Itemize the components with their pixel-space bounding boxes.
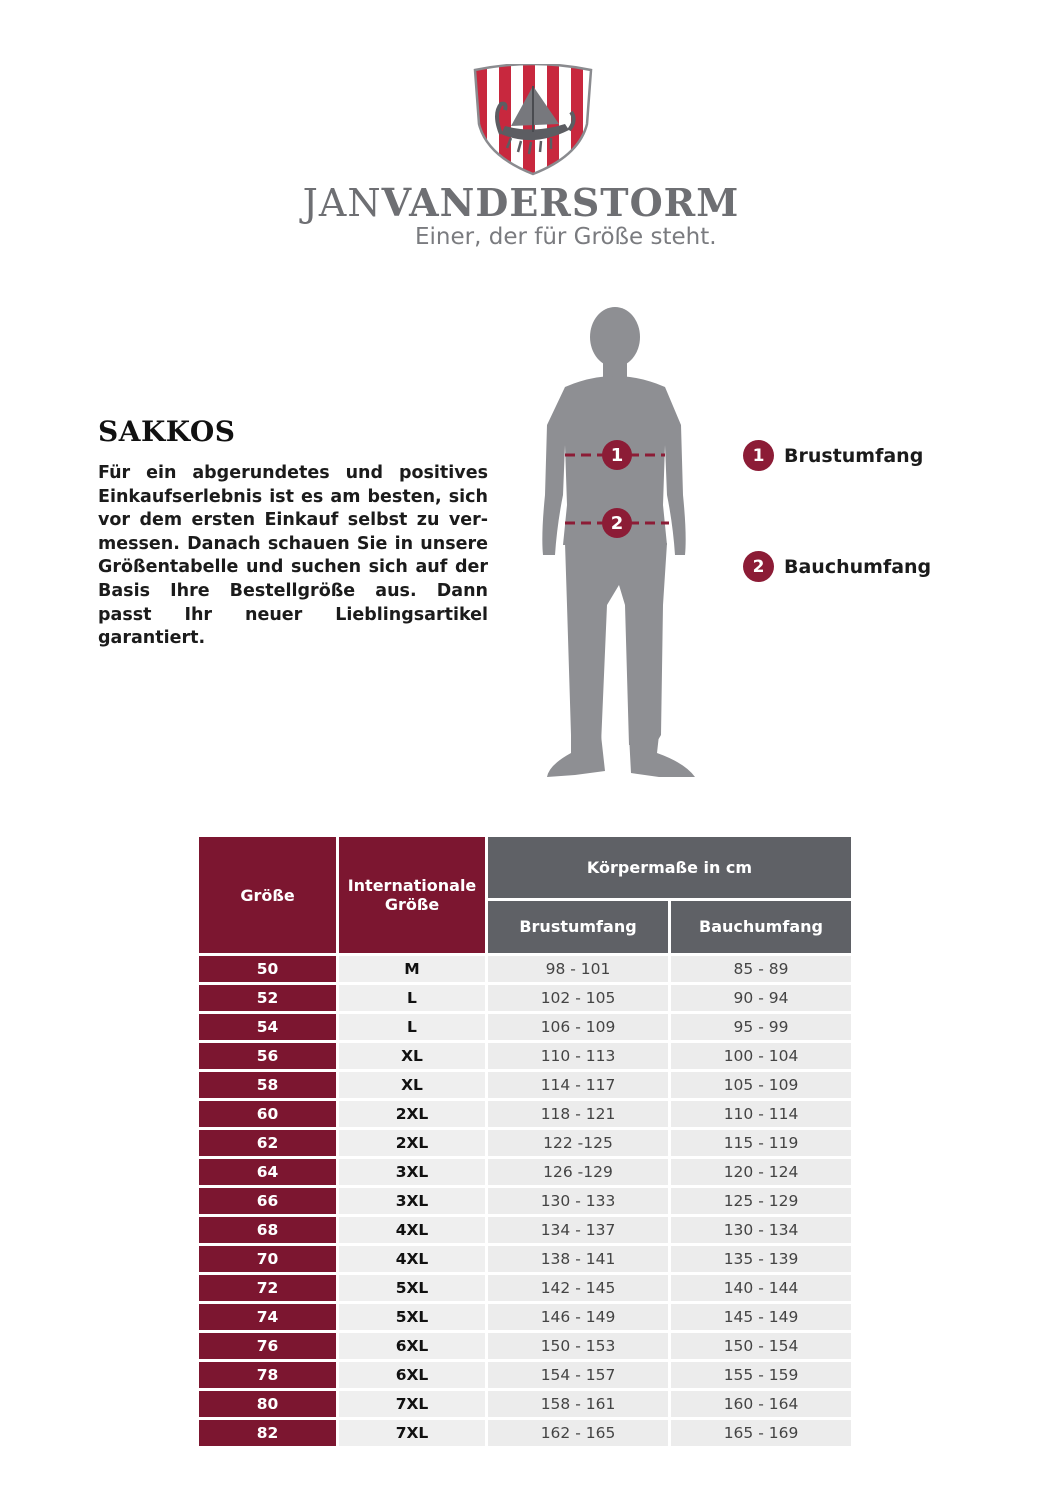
cell-international-size: XL xyxy=(339,1072,485,1098)
cell-chest: 142 - 145 xyxy=(488,1275,668,1301)
header-international-size: Internationale Größe xyxy=(339,837,485,953)
cell-size: 74 xyxy=(199,1304,336,1330)
table-row xyxy=(199,1275,851,1301)
cell-size: 52 xyxy=(199,985,336,1011)
table-row xyxy=(199,1130,851,1156)
cell-size: 54 xyxy=(199,1014,336,1040)
cell-belly: 160 - 164 xyxy=(671,1391,851,1417)
cell-international-size: 7XL xyxy=(339,1391,485,1417)
cell-chest: 130 - 133 xyxy=(488,1188,668,1214)
size-table xyxy=(196,834,854,1449)
table-row xyxy=(199,1333,851,1359)
table-row xyxy=(199,985,851,1011)
cell-belly: 135 - 139 xyxy=(671,1246,851,1272)
legend-item-chest xyxy=(743,440,923,471)
cell-international-size: 6XL xyxy=(339,1333,485,1359)
cell-size: 80 xyxy=(199,1391,336,1417)
cell-international-size: 2XL xyxy=(339,1130,485,1156)
cell-chest: 126 -129 xyxy=(488,1159,668,1185)
cell-international-size: 4XL xyxy=(339,1217,485,1243)
header-body-measurements: Körpermaße in cm xyxy=(488,837,851,898)
cell-chest: 146 - 149 xyxy=(488,1304,668,1330)
intro-text: Für ein abgerundetes und positives Einkaufserlebnis ist es am besten, sich vor dem ersten Einkauf selbst zu ver-messen. Danach schauen Sie in unsere Größentabelle und suchen sich auf der Basis Ihre Bestellgröße aus. Dann passt Ihr neuer Lieblingsartikel garantiert. xyxy=(98,463,488,649)
cell-chest: 106 - 109 xyxy=(488,1014,668,1040)
cell-size: 82 xyxy=(199,1420,336,1446)
cell-belly: 165 - 169 xyxy=(671,1420,851,1446)
legend-item-belly xyxy=(743,551,931,582)
cell-size: 66 xyxy=(199,1188,336,1214)
cell-chest: 118 - 121 xyxy=(488,1101,668,1127)
table-row xyxy=(199,1014,851,1040)
table-row xyxy=(199,1246,851,1272)
cell-belly: 140 - 144 xyxy=(671,1275,851,1301)
cell-belly: 110 - 114 xyxy=(671,1101,851,1127)
cell-international-size: 3XL xyxy=(339,1159,485,1185)
cell-chest: 134 - 137 xyxy=(488,1217,668,1243)
brand-name-bold: VANDERSTORM xyxy=(381,180,740,225)
cell-chest: 114 - 117 xyxy=(488,1072,668,1098)
cell-belly: 90 - 94 xyxy=(671,985,851,1011)
header-belly: Bauchumfang xyxy=(671,901,851,953)
cell-belly: 120 - 124 xyxy=(671,1159,851,1185)
legend-label-belly: Bauchumfang xyxy=(784,555,932,578)
cell-international-size: 7XL xyxy=(339,1420,485,1446)
cell-size: 76 xyxy=(199,1333,336,1359)
cell-belly: 85 - 89 xyxy=(671,956,851,982)
cell-size: 68 xyxy=(199,1217,336,1243)
brand-name xyxy=(0,180,1042,225)
cell-size: 72 xyxy=(199,1275,336,1301)
cell-international-size: 6XL xyxy=(339,1362,485,1388)
cell-international-size: 4XL xyxy=(339,1246,485,1272)
figure-marker-2: 2 xyxy=(610,513,624,534)
cell-international-size: 2XL xyxy=(339,1101,485,1127)
cell-size: 58 xyxy=(199,1072,336,1098)
cell-international-size: 3XL xyxy=(339,1188,485,1214)
legend-badge-1: 1 xyxy=(743,440,774,471)
brand-shield-logo xyxy=(471,64,595,176)
cell-chest: 110 - 113 xyxy=(488,1043,668,1069)
cell-chest: 154 - 157 xyxy=(488,1362,668,1388)
cell-international-size: 5XL xyxy=(339,1275,485,1301)
cell-chest: 122 -125 xyxy=(488,1130,668,1156)
cell-size: 70 xyxy=(199,1246,336,1272)
table-row xyxy=(199,1188,851,1214)
cell-belly: 130 - 134 xyxy=(671,1217,851,1243)
figure-marker-1: 1 xyxy=(610,445,624,466)
cell-belly: 100 - 104 xyxy=(671,1043,851,1069)
table-row xyxy=(199,1362,851,1388)
cell-chest: 150 - 153 xyxy=(488,1333,668,1359)
cell-belly: 125 - 129 xyxy=(671,1188,851,1214)
table-row xyxy=(199,1420,851,1446)
cell-belly: 95 - 99 xyxy=(671,1014,851,1040)
cell-chest: 98 - 101 xyxy=(488,956,668,982)
body-silhouette-figure xyxy=(535,305,705,785)
page-title: SAKKOS xyxy=(98,415,236,448)
table-row xyxy=(199,1217,851,1243)
cell-international-size: L xyxy=(339,985,485,1011)
cell-chest: 102 - 105 xyxy=(488,985,668,1011)
cell-size: 60 xyxy=(199,1101,336,1127)
cell-size: 64 xyxy=(199,1159,336,1185)
cell-chest: 162 - 165 xyxy=(488,1420,668,1446)
cell-size: 50 xyxy=(199,956,336,982)
cell-international-size: XL xyxy=(339,1043,485,1069)
cell-international-size: M xyxy=(339,956,485,982)
cell-size: 56 xyxy=(199,1043,336,1069)
cell-international-size: L xyxy=(339,1014,485,1040)
brand-name-light: JAN xyxy=(302,181,382,225)
table-row xyxy=(199,1043,851,1069)
cell-belly: 150 - 154 xyxy=(671,1333,851,1359)
cell-belly: 145 - 149 xyxy=(671,1304,851,1330)
cell-belly: 115 - 119 xyxy=(671,1130,851,1156)
legend-label-chest: Brustumfang xyxy=(784,444,924,467)
table-row xyxy=(199,1101,851,1127)
table-row xyxy=(199,1072,851,1098)
brand-tagline: Einer, der für Größe steht. xyxy=(415,224,717,250)
table-row xyxy=(199,1159,851,1185)
legend-badge-2: 2 xyxy=(743,551,774,582)
cell-chest: 158 - 161 xyxy=(488,1391,668,1417)
cell-belly: 105 - 109 xyxy=(671,1072,851,1098)
cell-international-size: 5XL xyxy=(339,1304,485,1330)
table-row xyxy=(199,1304,851,1330)
table-row xyxy=(199,1391,851,1417)
header-chest: Brustumfang xyxy=(488,901,668,953)
cell-belly: 155 - 159 xyxy=(671,1362,851,1388)
cell-size: 62 xyxy=(199,1130,336,1156)
cell-size: 78 xyxy=(199,1362,336,1388)
cell-chest: 138 - 141 xyxy=(488,1246,668,1272)
header-size: Größe xyxy=(199,837,336,953)
table-row xyxy=(199,956,851,982)
